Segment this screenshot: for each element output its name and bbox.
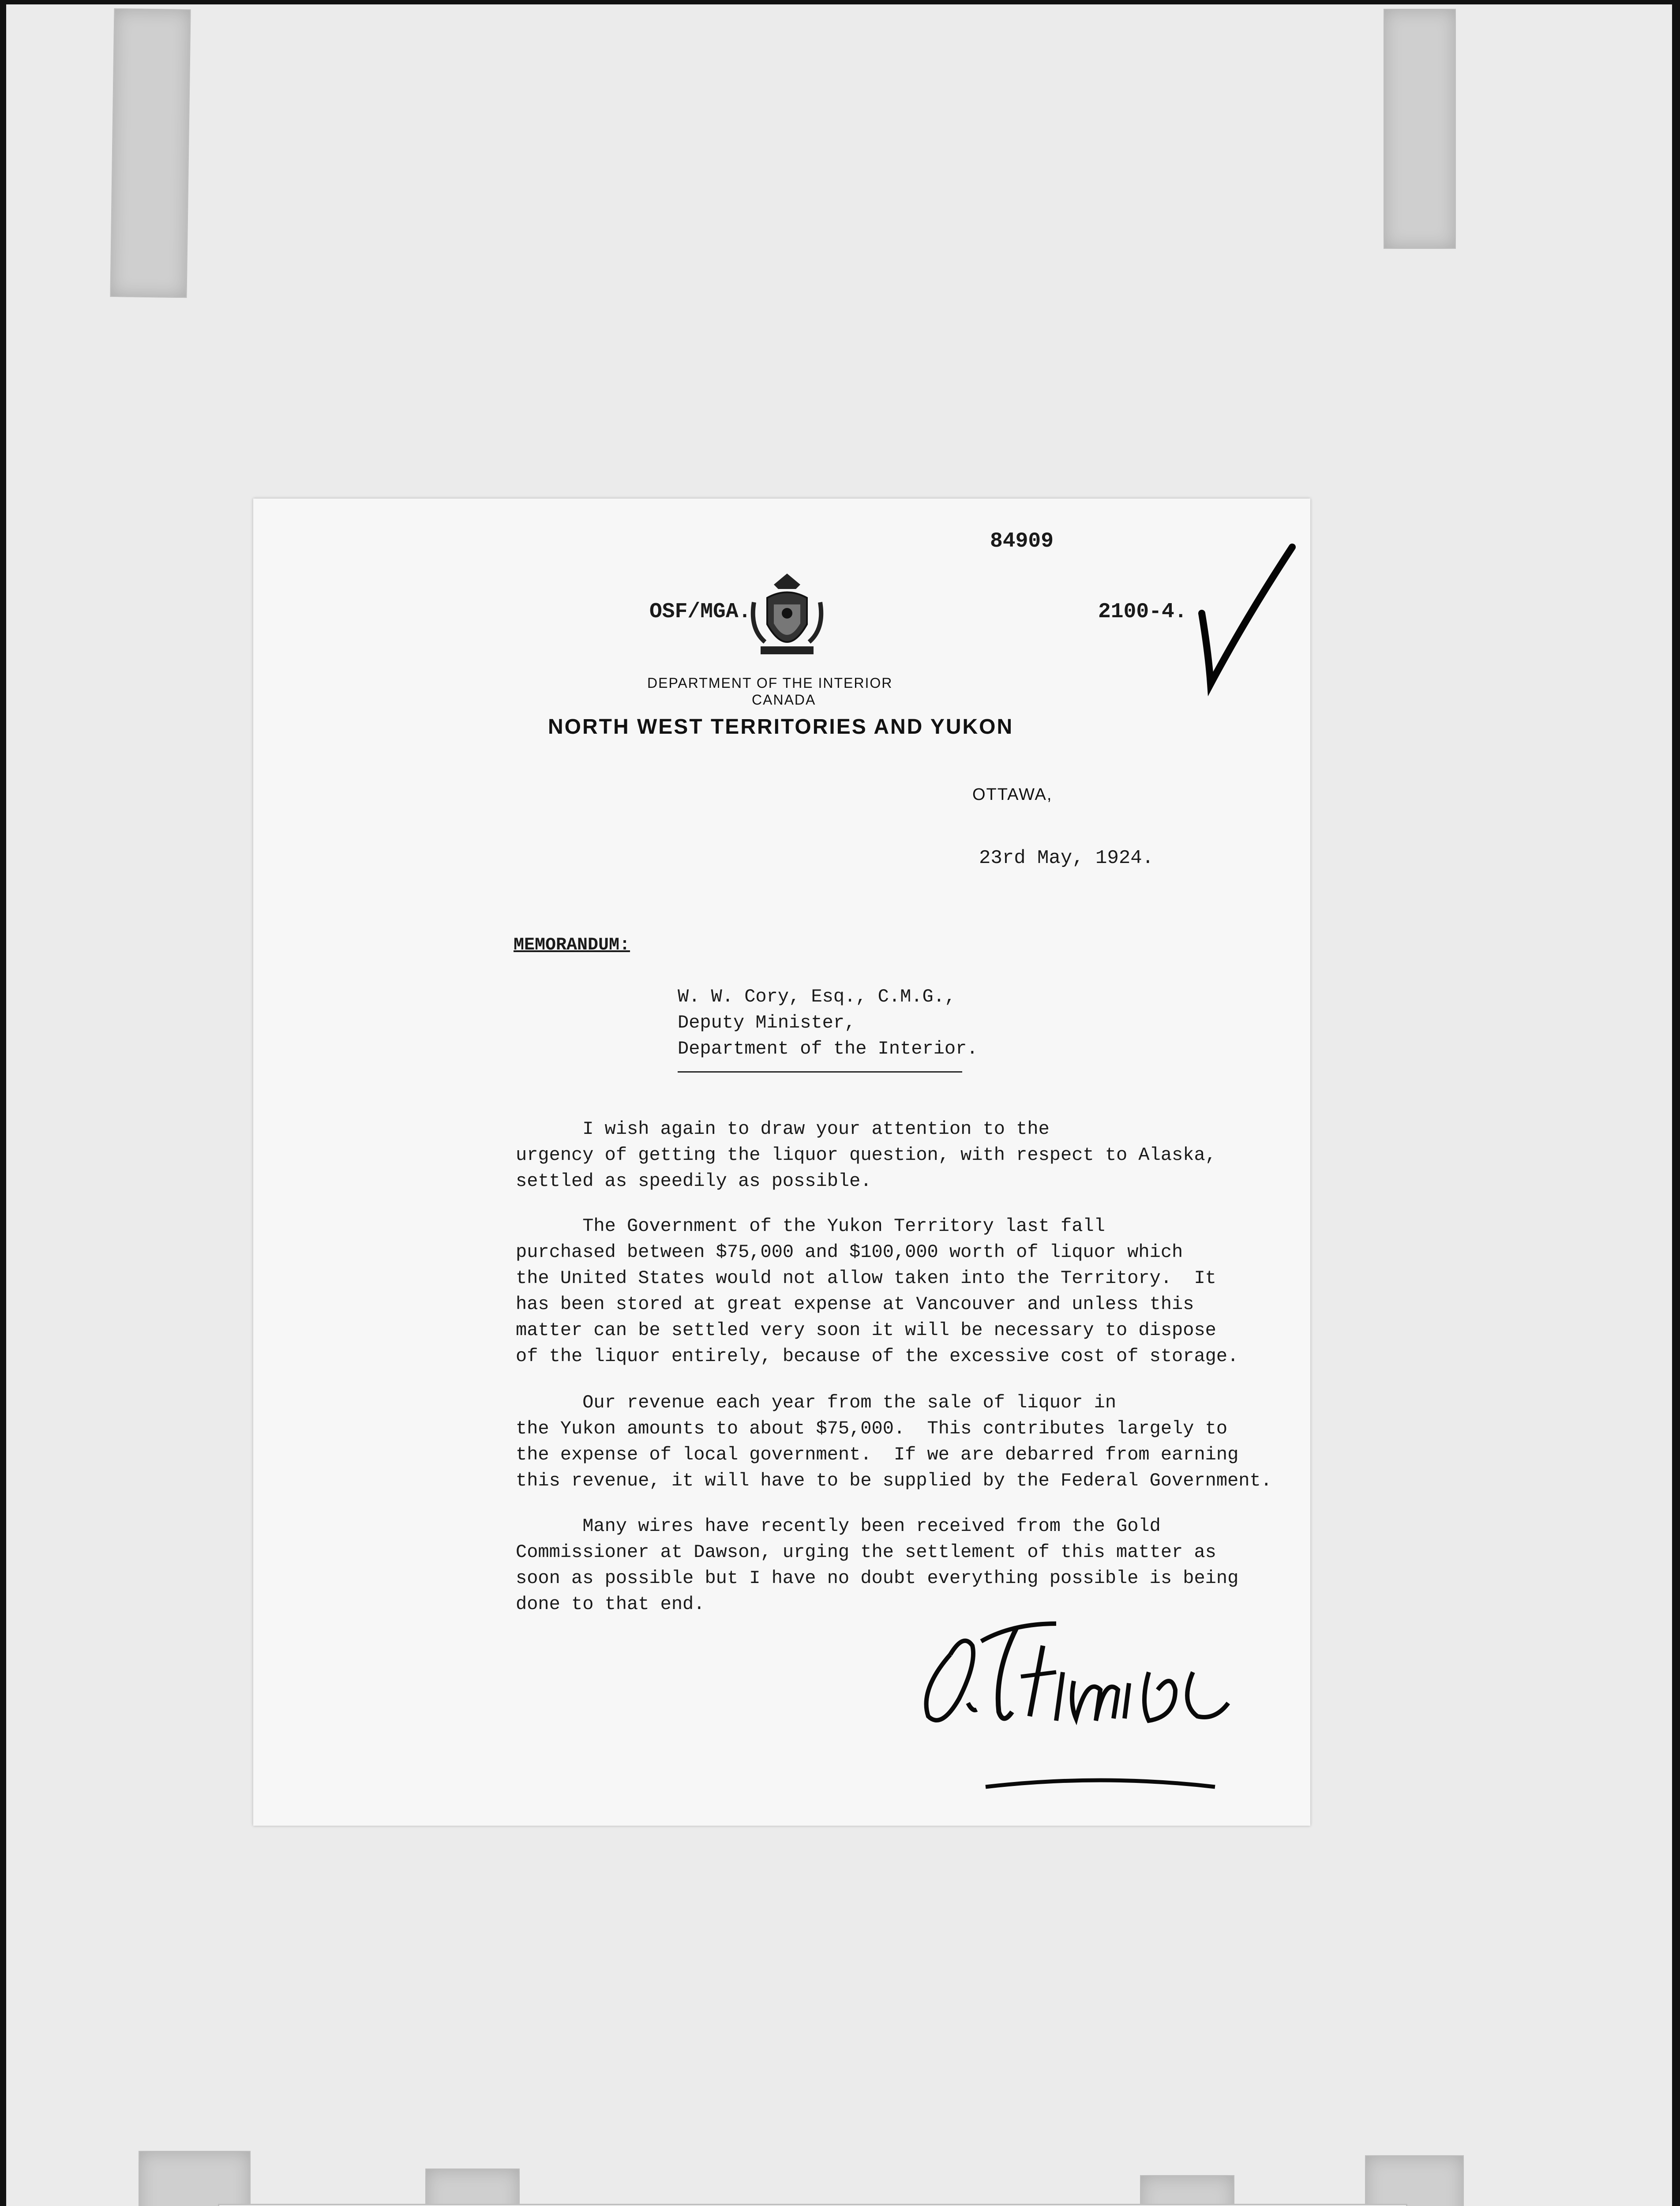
paragraph-line: this revenue, it will have to be supplied by the Federal Government. <box>516 1470 1272 1491</box>
tape-bottom-left <box>139 2151 251 2206</box>
memorandum-letter <box>253 499 1310 1826</box>
paragraph-line: urgency of getting the liquor question, with respect to Alaska, <box>516 1144 1216 1166</box>
paragraph-line: Commissioner at Dawson, urging the settlement of this matter as <box>516 1542 1216 1563</box>
memo-heading: MEMORANDUM: <box>514 935 630 955</box>
department-line: DEPARTMENT OF THE INTERIOR <box>647 675 893 691</box>
paragraph-line: Our revenue each year from the sale of liquor in <box>516 1392 1117 1413</box>
paragraph-line: the United States would not allow taken into the Territory. It <box>516 1268 1216 1289</box>
addressee-line: Deputy Minister, <box>678 1012 856 1033</box>
reference-right: 2100-4. <box>1098 600 1187 624</box>
paragraph-line: matter can be settled very soon it will be necessary to dispose <box>516 1320 1216 1341</box>
paragraph-line: settled as speedily as possible. <box>516 1171 872 1192</box>
tape-bottom-mid <box>425 2168 520 2206</box>
city: OTTAWA, <box>972 785 1053 804</box>
coat-of-arms-icon <box>747 571 827 664</box>
paragraph-line: Many wires have recently been received from the Gold <box>516 1516 1161 1537</box>
paragraph-line: soon as possible but I have no doubt everything possible is being <box>516 1568 1239 1589</box>
letter-date: 23rd May, 1924. <box>979 847 1154 869</box>
paragraph-line: the expense of local government. If we are debarred from earning <box>516 1444 1239 1465</box>
addressee-rule <box>678 1071 962 1073</box>
tape-top-left <box>110 8 191 298</box>
archive-label-card <box>218 2204 1407 2206</box>
reference-left: OSF/MGA. <box>649 600 751 624</box>
signature <box>911 1557 1308 1805</box>
addressee-line: Department of the Interior. <box>678 1038 978 1059</box>
paragraph-line: I wish again to draw your attention to the <box>516 1118 1050 1140</box>
tape-bottom-right <box>1140 2175 1234 2206</box>
tape-bottom-far-right <box>1365 2155 1464 2206</box>
paragraph-line: The Government of the Yukon Territory last fall <box>516 1216 1105 1237</box>
addressee-line: W. W. Cory, Esq., C.M.G., <box>678 986 956 1007</box>
check-mark-icon <box>1193 538 1299 706</box>
file-number: 84909 <box>990 529 1054 553</box>
paragraph-line: the Yukon amounts to about $75,000. This contributes largely to <box>516 1418 1228 1439</box>
branch-heading: NORTH WEST TERRITORIES AND YUKON <box>548 715 1014 739</box>
paragraph-line: purchased between $75,000 and $100,000 worth of liquor which <box>516 1242 1183 1263</box>
paragraph-line: of the liquor entirely, because of the excessive cost of storage. <box>516 1346 1239 1367</box>
country-line: CANADA <box>752 692 816 708</box>
paragraph-line: has been stored at great expense at Vancouver and unless this <box>516 1294 1194 1315</box>
tape-top-right <box>1384 9 1456 249</box>
paragraph-line: done to that end. <box>516 1594 705 1615</box>
